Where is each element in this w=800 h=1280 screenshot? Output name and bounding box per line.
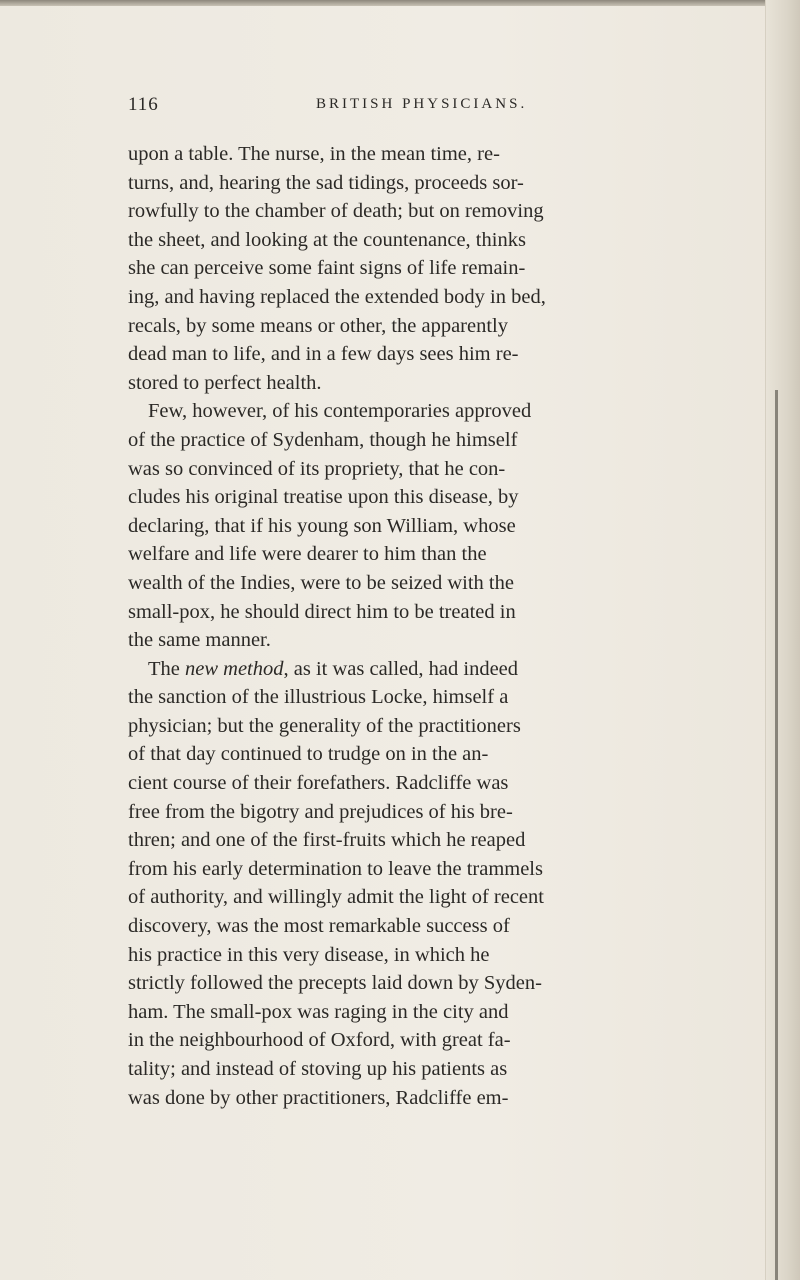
text-line: the same manner. — [128, 629, 271, 652]
text-line: thren; and one of the first-fruits which he reaped — [128, 829, 526, 852]
text-line: ham. The small-pox was raging in the city and — [128, 1000, 509, 1023]
text-line: the sanction of the illustrious Locke, himself a — [128, 686, 509, 709]
text-line: of that day continued to trudge on in the an- — [128, 743, 489, 766]
text-line: upon a table. The nurse, in the mean time, re- — [128, 143, 500, 165]
text-line: was done by other practitioners, Radcliffe em- — [128, 1086, 509, 1109]
text-line: declaring, that if his young son William, whose — [128, 514, 516, 537]
text-line: ing, and having replaced the extended body in bed, — [128, 285, 546, 308]
paragraph-start-line: Few, however, of his contemporaries approved — [148, 400, 532, 423]
text-fragment: , as it was called, had indeed — [283, 657, 519, 680]
text-line: cient course of their forefathers. Radcliffe was — [128, 772, 509, 795]
page-right-edge — [765, 0, 800, 1280]
text-line: from his early determination to leave the trammels — [128, 857, 543, 880]
text-line: in the neighbourhood of Oxford, with great fa- — [128, 1029, 511, 1052]
text-line: tality; and instead of stoving up his patients as — [128, 1058, 508, 1080]
text-line: was so convinced of its propriety, that he con- — [128, 457, 506, 480]
text-line: small-pox, he should direct him to be treated in — [128, 600, 516, 623]
text-line: physician; but the generality of the practitioners — [128, 714, 521, 737]
paragraph-start-line — [128, 655, 728, 684]
text-line: wealth of the Indies, were to be seized with the — [128, 571, 514, 594]
body-text — [128, 140, 728, 1112]
text-line: of the practice of Sydenham, though he himself — [128, 428, 518, 451]
text-line: his practice in this very disease, in which he — [128, 943, 490, 966]
text-line: dead man to life, and in a few days sees him re- — [128, 343, 519, 366]
text-line: rowfully to the chamber of death; but on removing — [128, 200, 544, 223]
text-line: discovery, was the most remarkable success of — [128, 915, 510, 938]
text-line: she can perceive some faint signs of life remain- — [128, 257, 526, 280]
text-line: the sheet, and looking at the countenance, thinks — [128, 228, 526, 251]
text-line: strictly followed the precepts laid down by Syden- — [128, 972, 542, 995]
text-line: recals, by some means or other, the apparently — [128, 314, 509, 337]
running-head: BRITISH PHYSICIANS. — [316, 96, 528, 112]
binding-shadow-line — [775, 390, 778, 1280]
page-header — [128, 94, 700, 120]
text-line: stored to perfect health. — [128, 371, 322, 394]
italic-phrase: new method — [185, 657, 284, 680]
text-line: turns, and, hearing the sad tidings, proceeds sor- — [128, 171, 524, 194]
page-number: 116 — [128, 94, 159, 115]
text-line: free from the bigotry and prejudices of his bre- — [128, 800, 513, 823]
text-fragment: The — [148, 657, 185, 680]
text-line: welfare and life were dearer to him than the — [128, 543, 487, 566]
page-top-edge — [0, 0, 800, 6]
text-line: cludes his original treatise upon this disease, by — [128, 486, 519, 509]
text-line: of authority, and willingly admit the light of recent — [128, 886, 544, 909]
